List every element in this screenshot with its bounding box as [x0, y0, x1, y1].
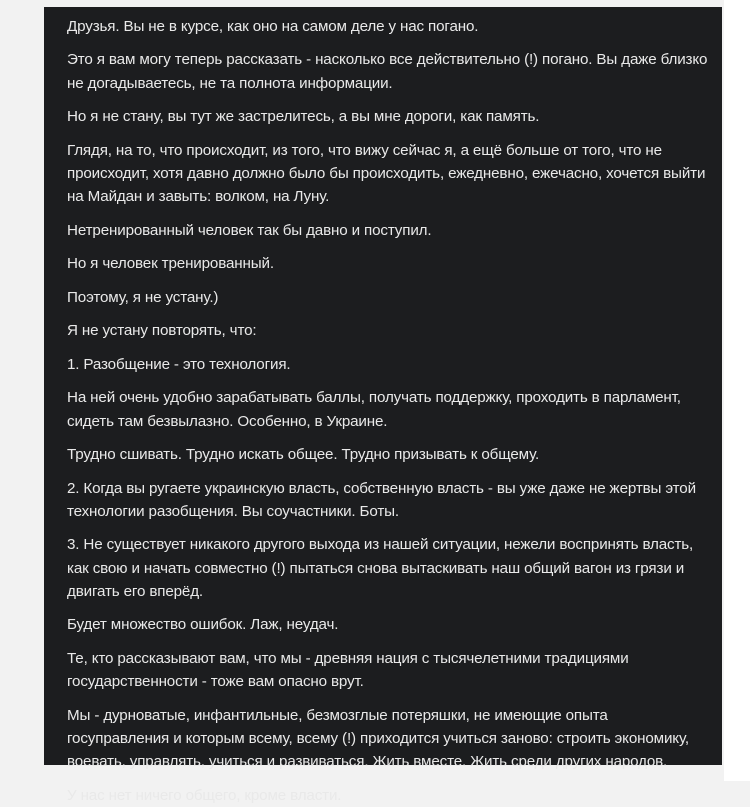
post-paragraph: Поэтому, я не устану.) [67, 288, 219, 306]
post-paragraph: Но я человек тренированный. [67, 255, 274, 273]
post-paragraph: Трудно сшивать. Трудно искать общее. Трудно призывать к общему. [67, 446, 540, 464]
post-paragraph: Те, кто рассказывают вам, что мы - древняя нация с тысячелетними традициями государственности - тоже вам опасно врут. [67, 649, 629, 691]
right-margin-strip [724, 0, 750, 781]
post-paragraph: Будет множество ошибок. Лаж, неудач. [67, 616, 339, 634]
post-paragraph: У нас нет ничего общего, кроме власти. [67, 786, 342, 804]
post-paragraph: 3. Не существует никакого другого выхода из нашей ситуации, нежели воспринять власть, как свою и начать совместно (!) пытаться снова вытаскивать наш общий вагон из грязи и двигать его вперёд. [67, 536, 694, 600]
post-paragraph: 1. Разобщение - это технология. [67, 355, 291, 373]
post-paragraph: Нетренированный человек так бы давно и поступил. [67, 221, 432, 239]
post-paragraph: Но я не стану, вы тут же застрелитесь, а вы мне дороги, как память. [67, 108, 540, 126]
post-text-block [44, 7, 722, 804]
post-paragraph: На ней очень удобно зарабатывать баллы, получать поддержку, проходить в парламент, сидеть там безвылазно. Особенно, в Украине. [67, 389, 681, 430]
post-paragraph: 2. Когда вы ругаете украинскую власть, собственную власть - вы уже даже не жертвы этой технологии разобщения. Вы соучастники. Боты. [67, 479, 696, 520]
post-paragraph: Глядя, на то, что происходит, из того, что вижу сейчас я, а ещё больше от того, что не происходит, хотя давно должно было бы происходить, ежедневно, ежечасно, хочется выйти на Майдан и завыть: волком, на Луну. [67, 141, 706, 206]
post-paragraph: Друзья. Вы не в курсе, как оно на самом деле у нас погано. [67, 18, 479, 35]
post-paragraph: Мы - дурноватые, инфантильные, безмозглые потеряшки, не имеющие опыта госуправления и которым всему, всему (!) приходится учиться заново: строить экономику, воевать, управлять, учиться и развиваться. Жить вместе. Жить среди других народов. [67, 706, 689, 771]
post-paragraph: Это я вам могу теперь рассказать - насколько все действительно (!) погано. Вы даже близко не догадываетесь, не та полнота информации. [67, 51, 708, 92]
post-paragraph: Я не устану повторять, что: [67, 322, 257, 340]
